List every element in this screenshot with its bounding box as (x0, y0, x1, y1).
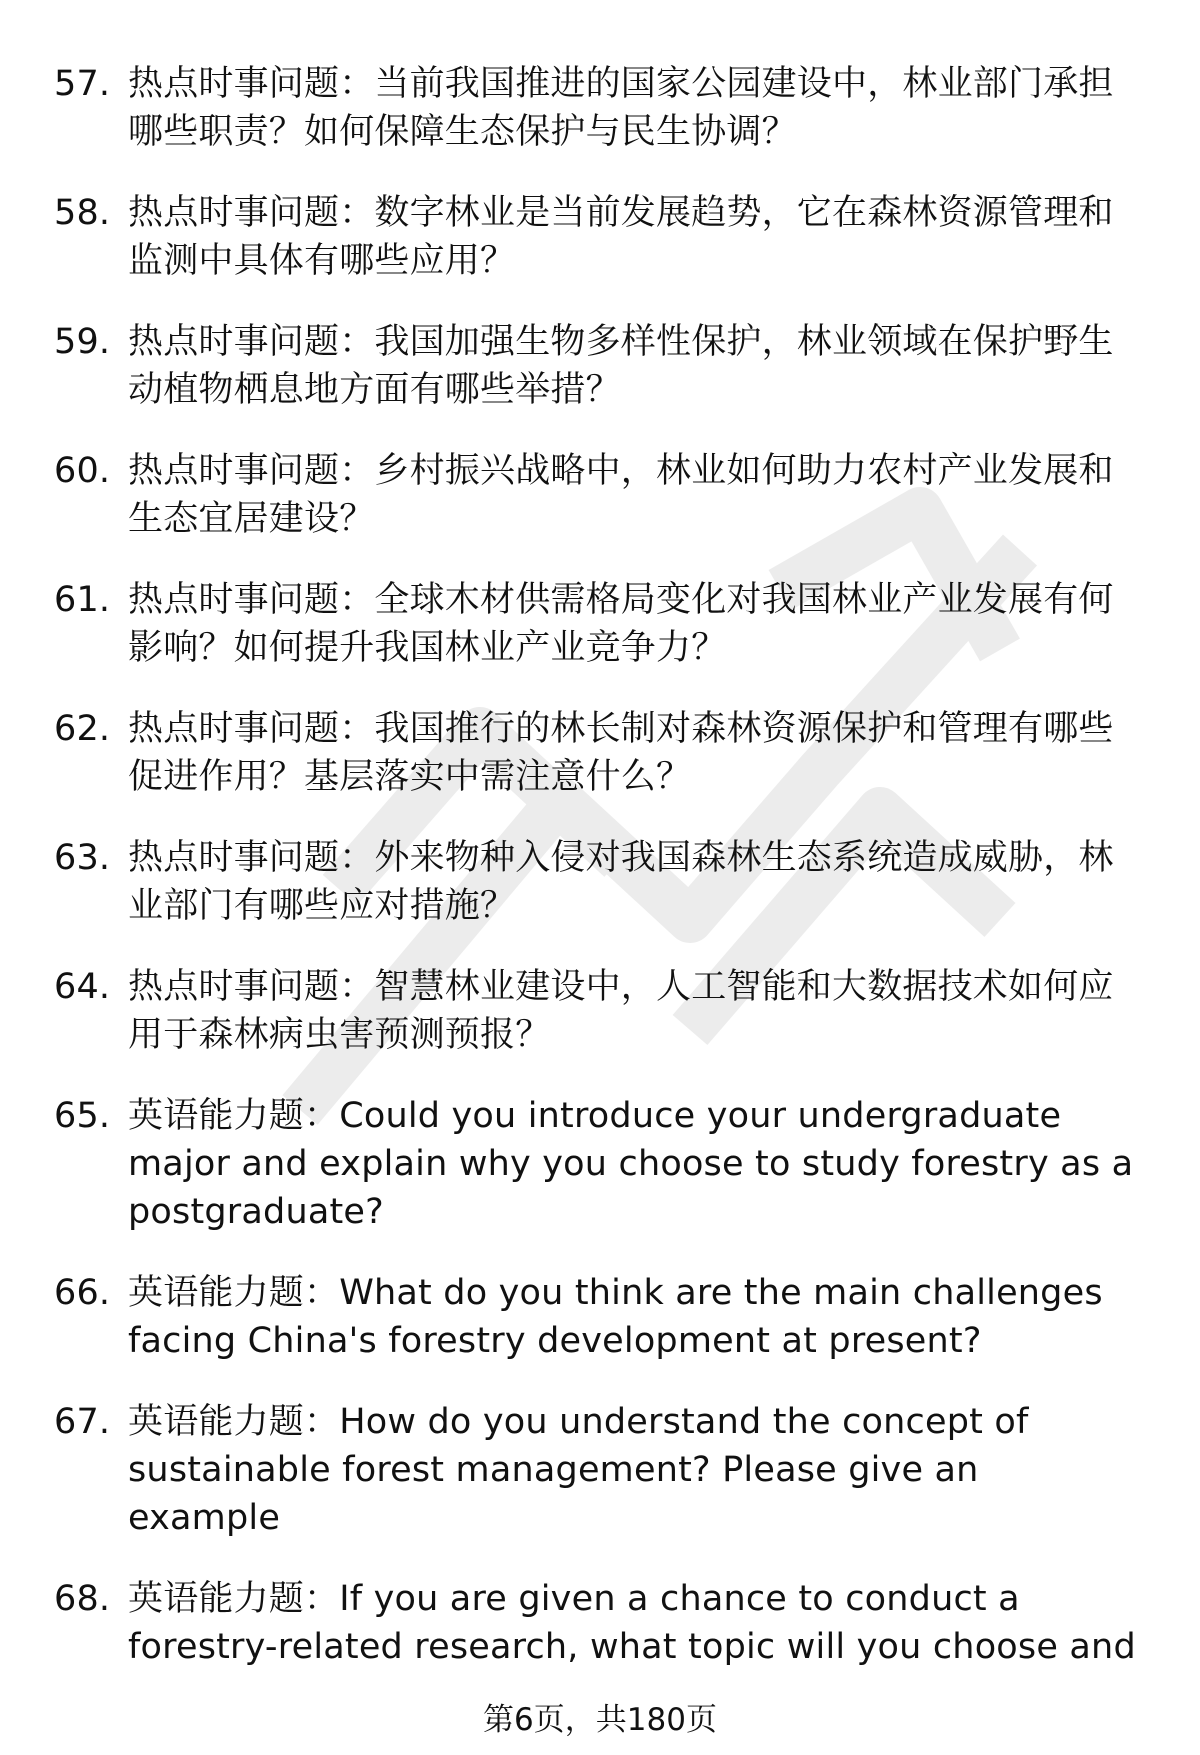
question-number: 64. (54, 967, 111, 1007)
question-text: 英语能力题：If you are given a chance to conduct a forestry-related research, what topic will you choose and (128, 1579, 1136, 1667)
question-text: 热点时事问题：智慧林业建设中，人工智能和大数据技术如何应用于森林病虫害预测预报？ (128, 967, 1114, 1055)
question-text: 热点时事问题：我国加强生物多样性保护，林业领域在保护野生动植物栖息地方面有哪些举措？ (128, 322, 1114, 410)
question-item (0, 834, 1200, 930)
question-number: 60. (54, 451, 111, 491)
question-item (0, 1269, 1200, 1365)
question-number: 66. (54, 1273, 111, 1313)
question-item (0, 963, 1200, 1059)
question-item (0, 576, 1200, 672)
question-number: 68. (54, 1579, 111, 1619)
question-text: 热点时事问题：全球木材供需格局变化对我国林业产业发展有何影响？如何提升我国林业产业竞争力？ (128, 580, 1114, 668)
question-text: 热点时事问题：外来物种入侵对我国森林生态系统造成威胁，林业部门有哪些应对措施？ (128, 838, 1114, 926)
question-item (0, 1398, 1200, 1542)
question-list (0, 60, 1200, 1704)
question-item (0, 1092, 1200, 1236)
question-item (0, 318, 1200, 414)
question-text: 英语能力题：What do you think are the main challenges facing China's forestry development at present? (128, 1273, 1103, 1361)
question-text: 热点时事问题：当前我国推进的国家公园建设中，林业部门承担哪些职责？如何保障生态保护与民生协调？ (128, 64, 1114, 152)
question-number: 65. (54, 1096, 111, 1136)
page-footer (0, 1700, 1200, 1740)
question-text: 英语能力题：Could you introduce your undergraduate major and explain why you choose to study forestry as a postgraduate? (128, 1096, 1134, 1232)
question-number: 63. (54, 838, 111, 878)
question-item (0, 60, 1200, 156)
question-text: 热点时事问题：数字林业是当前发展趋势，它在森林资源管理和监测中具体有哪些应用？ (128, 193, 1114, 281)
question-number: 67. (54, 1402, 111, 1442)
question-number: 57. (54, 64, 111, 104)
question-text: 热点时事问题：乡村振兴战略中，林业如何助力农村产业发展和生态宜居建设？ (128, 451, 1114, 539)
question-item (0, 1575, 1200, 1671)
question-item (0, 189, 1200, 285)
question-item (0, 447, 1200, 543)
question-number: 61. (54, 580, 111, 620)
question-number: 59. (54, 322, 111, 362)
question-text: 热点时事问题：我国推行的林长制对森林资源保护和管理有哪些促进作用？基层落实中需注意什么？ (128, 709, 1114, 797)
question-number: 62. (54, 709, 111, 749)
page-number-label: 第6页，共180页 (483, 1702, 717, 1738)
question-item (0, 705, 1200, 801)
question-number: 58. (54, 193, 111, 233)
question-text: 英语能力题：How do you understand the concept of sustainable forest management? Please give an example (128, 1402, 1029, 1538)
